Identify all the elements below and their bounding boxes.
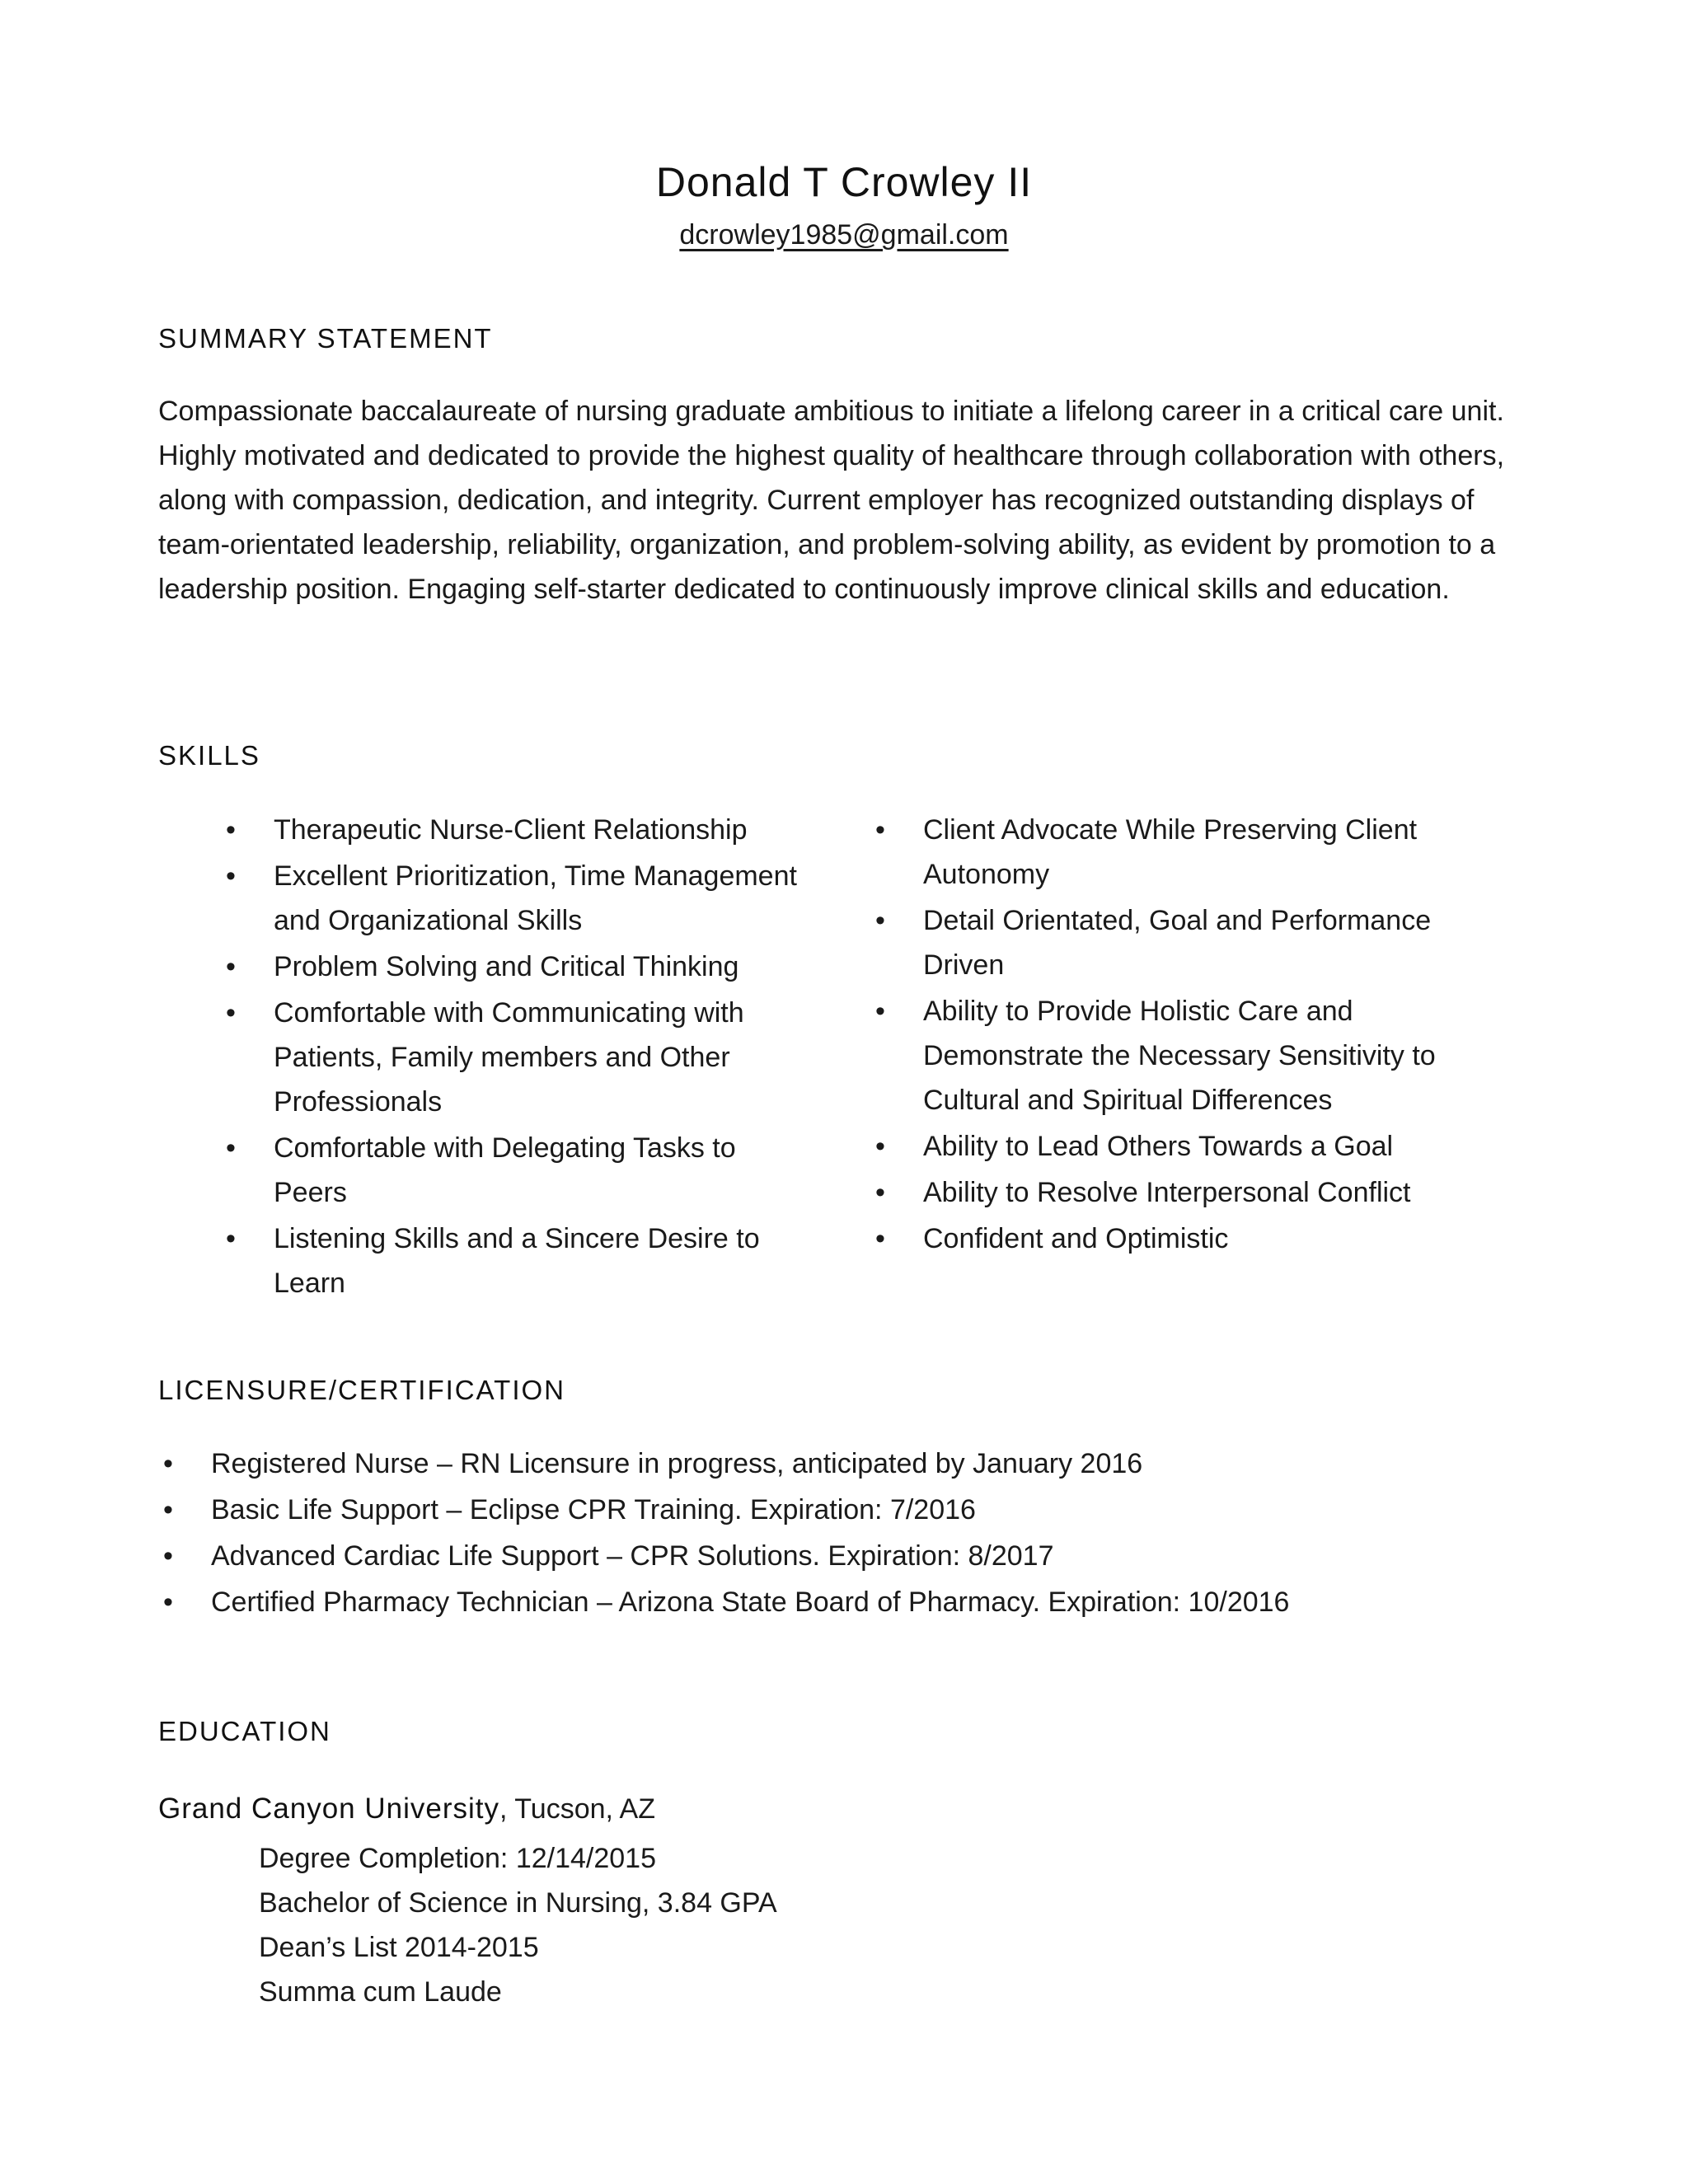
license-item: • Basic Life Support – Eclipse CPR Training. Expiration: 7/2016 <box>211 1487 1612 1533</box>
bullet-icon: • <box>875 1177 885 1208</box>
bullet-icon: • <box>875 1131 885 1162</box>
skills-list-right <box>875 808 1451 1263</box>
bullet-icon: • <box>163 1540 173 1572</box>
bullet-icon: • <box>875 814 885 846</box>
skill-item: • Comfortable with Communicating with Patients, Family members and Other Professionals <box>274 991 801 1124</box>
skill-item: • Detail Orientated, Goal and Performance Driven <box>923 898 1451 987</box>
skill-item: • Therapeutic Nurse-Client Relationship <box>274 808 801 852</box>
licensure-list <box>163 1441 1612 1625</box>
bullet-icon: • <box>875 1223 885 1254</box>
skill-item: • Comfortable with Delegating Tasks to Peers <box>274 1126 801 1215</box>
bullet-icon: • <box>163 1586 173 1618</box>
bullet-icon: • <box>226 951 236 982</box>
license-item: • Advanced Cardiac Life Support – CPR Solutions. Expiration: 8/2017 <box>211 1533 1612 1579</box>
skill-item: • Excellent Prioritization, Time Management and Organizational Skills <box>274 854 801 943</box>
bullet-icon: • <box>226 814 236 846</box>
bullet-icon: • <box>163 1448 173 1479</box>
bullet-icon: • <box>226 1223 236 1254</box>
skill-item: • Problem Solving and Critical Thinking <box>274 944 801 989</box>
degree-title: Bachelor of Science in Nursing, 3.84 GPA <box>259 1887 777 1919</box>
skill-item: • Listening Skills and a Sincere Desire to Learn <box>274 1216 801 1305</box>
school-name: Grand Canyon University <box>158 1793 499 1825</box>
deans-list: Dean’s List 2014-2015 <box>259 1932 539 1963</box>
skills-heading: SKILLS <box>158 740 260 771</box>
bullet-icon: • <box>875 905 885 936</box>
applicant-name: Donald T Crowley II <box>655 159 1033 205</box>
summary-heading: SUMMARY STATEMENT <box>158 323 493 354</box>
education-heading: EDUCATION <box>158 1716 331 1746</box>
bullet-icon: • <box>226 1132 236 1164</box>
email-line <box>0 219 1688 251</box>
skill-item: • Ability to Provide Holistic Care and Demonstrate the Necessary Sensitivity to Cultural and Spiritual Differences <box>923 989 1451 1122</box>
licensure-heading: LICENSURE/CERTIFICATION <box>158 1375 565 1405</box>
license-item: • Registered Nurse – RN Licensure in progress, anticipated by January 2016 <box>211 1441 1612 1487</box>
honors: Summa cum Laude <box>259 1976 502 2008</box>
skill-item: • Ability to Resolve Interpersonal Conflict <box>923 1170 1451 1215</box>
bullet-icon: • <box>226 860 236 892</box>
bullet-icon: • <box>163 1494 173 1526</box>
skills-list-left <box>226 808 801 1307</box>
summary-text: Compassionate baccalaureate of nursing graduate ambitious to initiate a lifelong career in a critical care unit. Highly motivated and dedicated to provide the highest quality of healthcare through collaboration with others, along with compassion, dedication, and integrity. Current employer has recognized outstanding displays of team-orientated leadership, reliability, organization, and problem-solving ability, as evident by promotion to a leadership position. Engaging self-starter dedicated to continuously improve clinical skills and education. <box>158 396 1505 605</box>
bullet-icon: • <box>875 996 885 1027</box>
school-location: , Tucson, AZ <box>499 1793 655 1825</box>
bullet-icon: • <box>226 997 236 1029</box>
education-school-line <box>158 1793 655 1825</box>
education-details <box>259 1836 777 2014</box>
skill-item: • Client Advocate While Preserving Client Autonomy <box>923 808 1451 897</box>
email-link[interactable]: dcrowley1985@gmail.com <box>679 219 1009 251</box>
license-item: • Certified Pharmacy Technician – Arizona State Board of Pharmacy. Expiration: 10/2016 <box>211 1579 1612 1625</box>
degree-completion: Degree Completion: 12/14/2015 <box>259 1843 656 1874</box>
skill-item: • Confident and Optimistic <box>923 1216 1451 1261</box>
skill-item: • Ability to Lead Others Towards a Goal <box>923 1124 1451 1169</box>
